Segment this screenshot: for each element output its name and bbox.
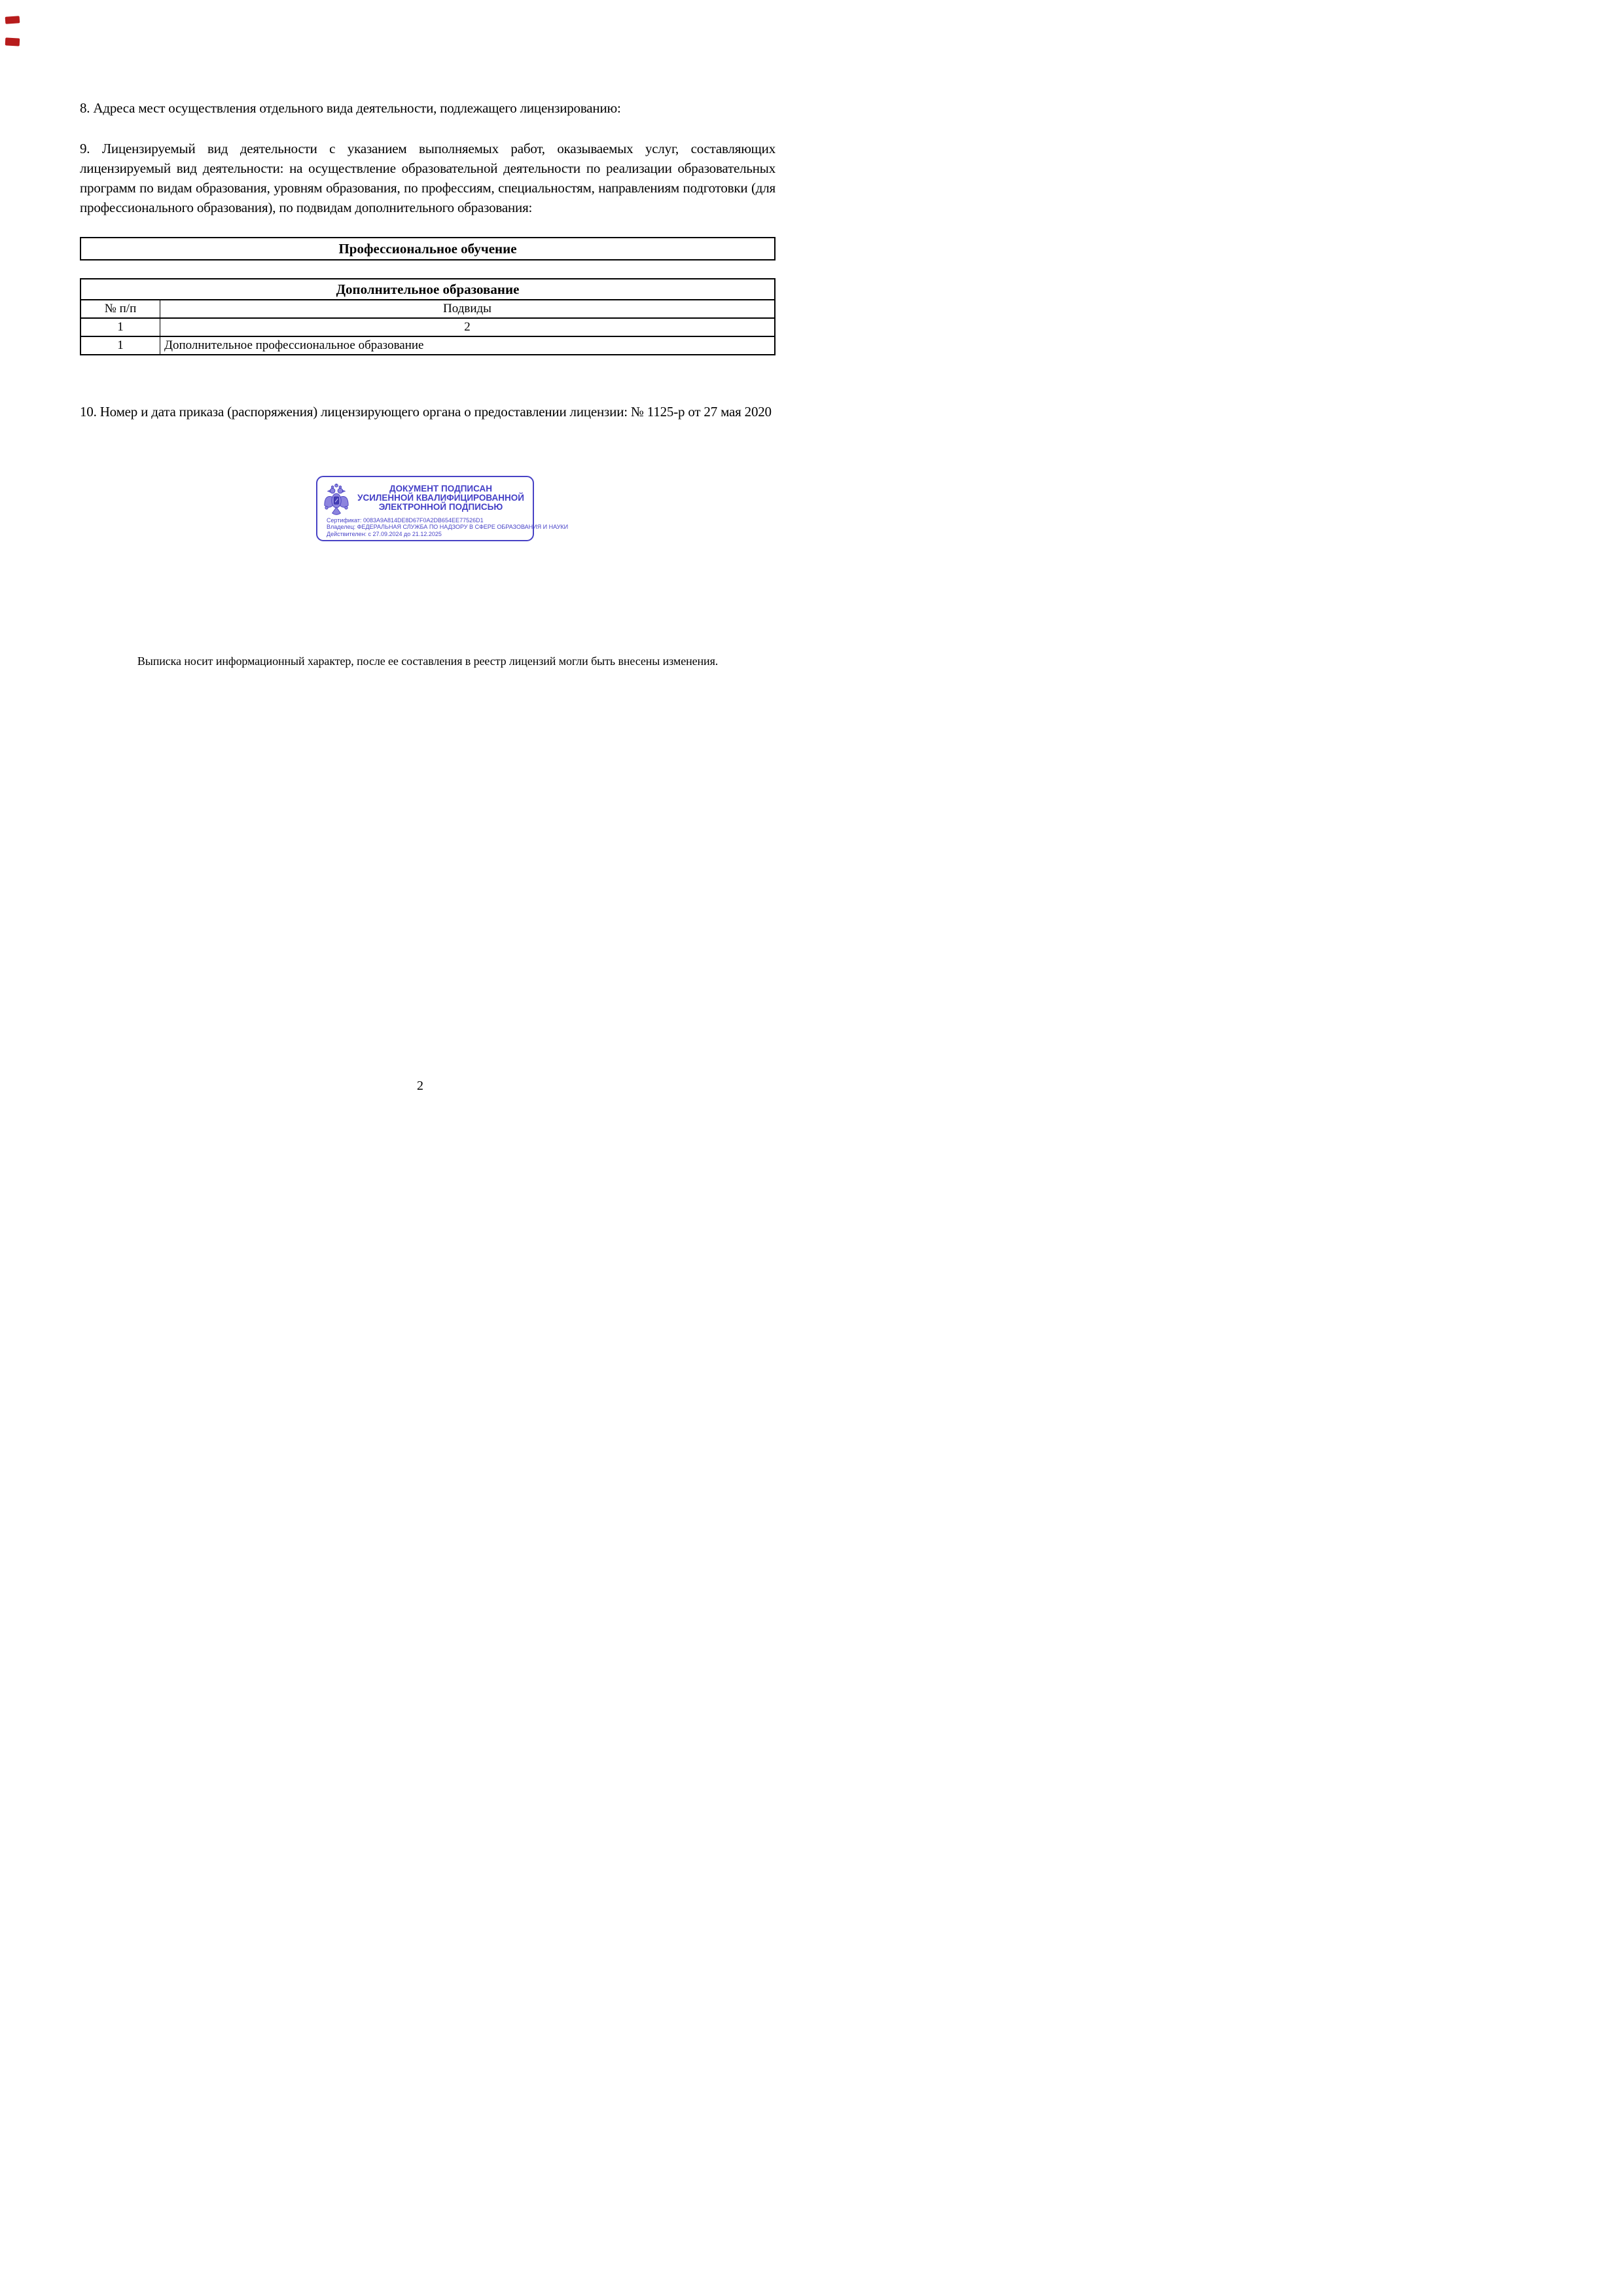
document-page (0, 0, 812, 1148)
table-row (80, 336, 775, 355)
table-title-professional-training: Профессиональное обучение (80, 238, 775, 260)
stamp-title-line3: ЭЛЕКТРОННОЙ ПОДПИСЬЮ (378, 502, 503, 512)
stamp-title (351, 484, 530, 512)
double-headed-eagle-icon (323, 483, 349, 517)
column-header-subtypes: Подвиды (160, 300, 776, 318)
stamp-title-line2: УСИЛЕННОЙ КВАЛИФИЦИРОВАННОЙ (357, 493, 524, 503)
stamp-details (327, 517, 569, 537)
row-subtype-cell: Дополнительное профессиональное образование (160, 336, 776, 355)
stamp-certificate: Сертификат: 0083A9A814DE8D67F0A2DB654EE77526D1 (327, 517, 484, 524)
table-row (80, 238, 775, 260)
paragraph-9-licensed-activity: 9. Лицензируемый вид деятельности с указанием выполняемых работ, оказываемых услуг, составляющих лицензируемый вид деятельности: на осуществление образовательной деятельности по реализации образовательных программ по видам образования, уровням образования, по профессиям, специальностям, направлениям подготовки (для профессионального образования), по подвидам дополнительного образования: (80, 141, 776, 215)
paragraph-8-addresses: 8. Адреса мест осуществления отдельного вида деятельности, подлежащего лицензированию: (80, 100, 621, 116)
red-scan-mark (5, 16, 20, 24)
index-cell-1: 1 (80, 318, 160, 336)
paragraph-10-order-number: 10. Номер и дата приказа (распоряжения) лицензирующего органа о предоставлении лицензии: № 1125-р от 27 мая 2020 (80, 404, 772, 420)
stamp-validity: Действителен: с 27.09.2024 до 21.12.2025 (327, 530, 442, 537)
row-num-cell: 1 (80, 336, 160, 355)
table-title-additional-education: Дополнительное образование (80, 279, 775, 300)
page-number: 2 (417, 1079, 423, 1093)
table-row (80, 279, 775, 300)
column-header-num: № п/п (80, 300, 160, 318)
document-content (80, 0, 776, 422)
stamp-title-line1: ДОКУМЕНТ ПОДПИСАН (389, 484, 493, 493)
footer-disclaimer: Выписка носит информационный характер, после ее составления в реестр лицензий могли быть внесены изменения. (137, 655, 719, 668)
index-cell-2: 2 (160, 318, 776, 336)
table-index-row (80, 318, 775, 336)
table-additional-education (80, 278, 776, 355)
table-professional-training (80, 237, 776, 260)
red-scan-mark (5, 37, 20, 46)
digital-signature-stamp (316, 476, 569, 541)
stamp-owner: Владелец: ФЕДЕРАЛЬНАЯ СЛУЖБА ПО НАДЗОРУ В СФЕРЕ ОБРАЗОВАНИЯ И НАУКИ (327, 524, 569, 531)
table-header-row (80, 300, 775, 318)
